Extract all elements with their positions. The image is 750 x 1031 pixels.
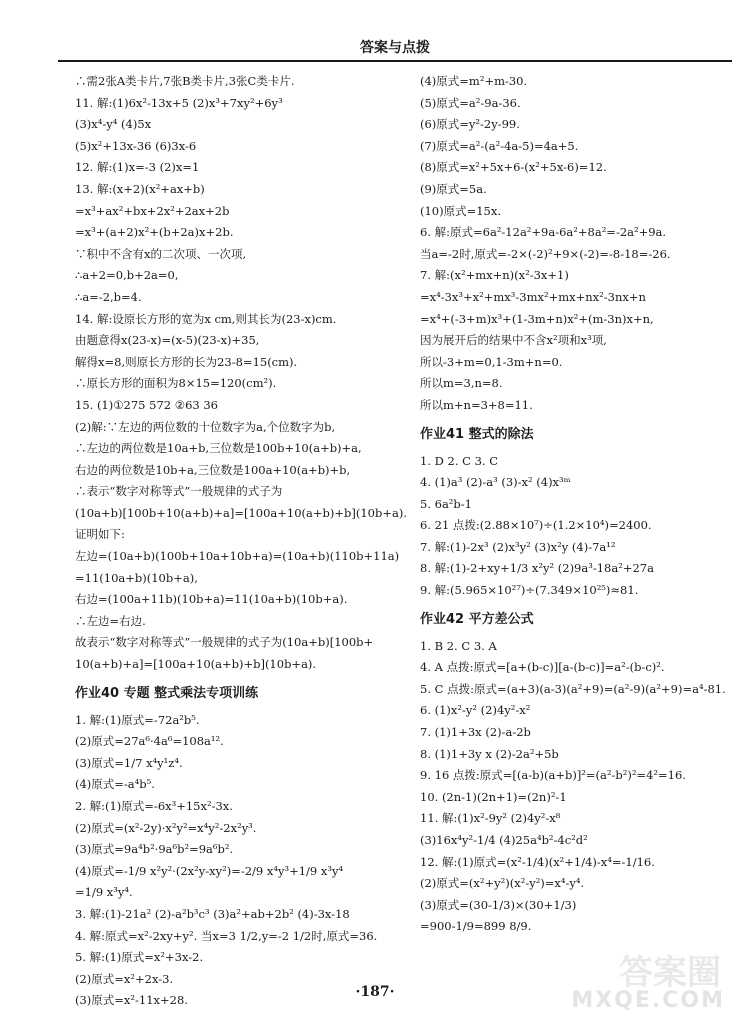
answer-line: 5. 6a²b-1 [420, 496, 472, 511]
answer-line: 6. (1)x²-y² (2)4y²-x² [420, 703, 531, 718]
answer-line: 因为展开后的结果中不含x²项和x³项, [420, 333, 607, 348]
header-title: 答案与点拨 [360, 40, 430, 56]
answer-line: (4)原式=m²+m-30. [420, 74, 528, 88]
answer-line: ∵积中不含有x的二次项、一次项, [75, 246, 247, 261]
answer-line: (3)16x⁴y²-1/4 (4)25a⁴b²-4c²d² [420, 833, 588, 847]
answer-line: 1. B 2. C 3. A [420, 638, 497, 653]
answer-line: 故表示“数字对称等式”一般规律的式子为(10a+b)[100b+ [75, 635, 374, 650]
answer-line: =x⁴+(-3+m)x³+(1-3m+n)x²+(m-3n)x+n, [420, 311, 654, 326]
answer-line: 10(a+b)+a]=[100a+10(a+b)+b](10b+a). [75, 657, 317, 672]
left-column [75, 72, 410, 1013]
answer-line: 解得x=8,则原长方形的长为23-8=15(cm). [75, 354, 298, 369]
answer-line: (4)原式=-a⁴b⁵. [75, 777, 155, 792]
answer-line: (9)原式=5a. [420, 181, 487, 196]
answer-line: (5)原式=a²-9a-36. [420, 95, 521, 110]
answer-line: 左边=(10a+b)(100b+10a+10b+a)=(10a+b)(110b+11a) [75, 549, 400, 564]
answer-line: 5. C 点拨:原式=(a+3)(a-3)(a²+9)=(a²-9)(a²+9)=a⁴-81. [420, 681, 726, 696]
watermark-logo [570, 945, 725, 1013]
answer-line: 9. 16 点拨:原式=[(a-b)(a+b)]²=(a²-b²)²=4²=16. [420, 768, 686, 783]
answer-line: 8. 解:(1)-2+xy+1/3 x²y² (2)9a³-18a²+27a [420, 561, 654, 576]
answer-line: (3)原式=1/7 x⁴y¹z⁴. [75, 755, 183, 770]
answer-line: ∴a=-2,b=4. [75, 289, 142, 304]
answer-line: (8)原式=x²+5x+6-(x²+5x-6)=12. [420, 160, 607, 175]
answer-line: =1/9 x³y⁴. [75, 885, 133, 900]
section-heading-41: 作业41 整式的除法 [420, 426, 534, 442]
watermark-text: MXQE.COM [571, 988, 725, 1013]
answer-line: =x³+(a+2)x²+(b+2a)x+2b. [75, 225, 234, 240]
answer-line: =x³+ax²+bx+2x²+2ax+2b [75, 203, 230, 218]
answer-line: ∴a+2=0,b+2a=0, [75, 268, 179, 283]
section-heading-42: 作业42 平方差公式 [420, 611, 534, 627]
answer-line: (3)x⁴-y⁴ (4)5x [75, 117, 152, 132]
right-column [420, 72, 732, 939]
answer-line: (3)原式=(30-1/3)×(30+1/3) [420, 897, 577, 912]
answer-line: 7. 解:(x²+mx+n)(x²-3x+1) [420, 268, 569, 283]
answer-line: 12. 解:(1)x=-3 (2)x=1 [75, 160, 200, 175]
answer-line: (10a+b)[100b+10(a+b)+a]=[100a+10(a+b)+b](10b+a). [75, 505, 407, 520]
answer-line: 9. 解:(5.965×10²⁷)÷(7.349×10²⁵)≈81. [420, 583, 639, 598]
answer-line: 右边的两位数是10b+a,三位数是100a+10(a+b)+b, [75, 462, 351, 477]
answer-line: 3. 解:(1)-21a² (2)-a²b³c³ (3)a²+ab+2b² (4)-3x-18 [75, 906, 350, 921]
answer-line: ∴表示“数字对称等式”一般规律的式子为 [75, 484, 283, 499]
answer-line: 7. (1)1+3x (2)-a-2b [420, 725, 531, 740]
answer-line: 8. (1)1+3y x (2)-2a²+5b [420, 746, 559, 761]
answer-line: 12. 解:(1)原式=(x²-1/4)(x²+1/4)-x⁴=-1/16. [420, 854, 655, 869]
answer-line: =900-1/9=899 8/9. [420, 919, 532, 934]
answer-line: 6. 解:原式=6a²-12a²+9a-6a²+8a²=-2a²+9a. [420, 225, 667, 240]
answer-line: (6)原式=y²-2y-99. [420, 117, 520, 132]
answer-line: ∴需2张A类卡片,7张B类卡片,3张C类卡片. [75, 74, 295, 88]
answer-line: 11. 解:(1)6x²-13x+5 (2)x³+7xy²+6y³ [75, 95, 283, 110]
answer-line: 14. 解:设原长方形的宽为x cm,则其长为(23-x)cm. [75, 311, 337, 326]
answer-line: (10)原式=15x. [420, 203, 502, 218]
answer-line: (2)原式=(x²+y²)(x²-y²)=x⁴-y⁴. [420, 876, 585, 891]
answer-line: 所以-3+m=0,1-3m+n=0. [420, 354, 563, 369]
answer-line: 当a=-2时,原式=-2×(-2)²+9×(-2)=-8-18=-26. [420, 246, 671, 261]
running-header [58, 34, 732, 62]
answer-line: 1. D 2. C 3. C [420, 453, 499, 468]
answer-line: 1. 解:(1)原式=-72a²b⁵. [75, 712, 200, 727]
answer-line: 由题意得x(23-x)=(x-5)(23-x)+35, [75, 333, 260, 348]
answer-line: ∴原长方形的面积为8×15=120(cm²). [75, 376, 277, 391]
answer-line: 2. 解:(1)原式=-6x³+15x²-3x. [75, 799, 233, 813]
answer-line: 6. 21 点拨:(2.88×10⁷)÷(1.2×10⁴)=2400. [420, 518, 652, 533]
answer-line: 7. 解:(1)-2x³ (2)x³y² (3)x²y (4)-7a¹² [420, 539, 616, 554]
answer-line: (4)原式=-1/9 x²y²·(2x²y-xy²)=-2/9 x⁴y³+1/9 x³y⁴ [75, 863, 344, 878]
answer-line: (7)原式=a²-(a²-4a-5)=4a+5. [420, 138, 579, 153]
answer-line: 15. (1)①275 572 ②63 36 [75, 397, 218, 412]
answer-line: =11(10a+b)(10b+a), [75, 570, 198, 585]
answer-line: (5)x²+13x-36 (6)3x-6 [75, 138, 197, 153]
answer-line: (2)解:∵左边的两位数的十位数字为a,个位数字为b, [75, 419, 336, 434]
answer-line: 11. 解:(1)x²-9y² (2)4y²-x⁸ [420, 811, 561, 826]
answer-line: 4. 解:原式=x²-2xy+y². 当x=3 1/2,y=-2 1/2时,原式=36. [75, 928, 378, 943]
watermark-top: 答案圈 [619, 953, 721, 993]
answer-line: ∴左边的两位数是10a+b,三位数是100b+10(a+b)+a, [75, 441, 362, 456]
answer-line: 4. (1)a³ (2)-a³ (3)-x² (4)x³ᵐ [420, 475, 571, 490]
answer-line: 右边=(100a+11b)(10b+a)=11(10a+b)(10b+a). [75, 592, 348, 607]
answer-line: 5. 解:(1)原式=x²+3x-2. [75, 950, 204, 965]
answer-line: (2)原式=x²+2x-3. [75, 971, 174, 986]
answer-line: 4. A 点拨:原式=[a+(b-c)][a-(b-c)]=a²-(b-c)². [420, 660, 665, 675]
page-number: ·187· [355, 984, 395, 1000]
section-heading-40: 作业40 专题 整式乘法专项训练 [75, 685, 259, 701]
answer-line: 所以m=3,n=8. [420, 376, 503, 391]
answer-line: 10. (2n-1)(2n+1)=(2n)²-1 [420, 789, 567, 804]
answer-line: (3)原式=9a⁴b²·9a⁶b²=9a⁶b². [75, 842, 234, 857]
answer-line: 所以m+n=3+8=11. [420, 397, 533, 412]
answer-line: (2)原式=(x²-2y)·x²y²=x⁴y²-2x²y³. [75, 820, 257, 835]
answer-line: (2)原式=27a⁶·4a⁶=108a¹². [75, 734, 224, 749]
answer-line: 13. 解:(x+2)(x²+ax+b) [75, 181, 205, 196]
answer-line: =x⁴-3x³+x²+mx³-3mx²+mx+nx²-3nx+n [420, 289, 646, 304]
answer-line: (3)原式=x²-11x+28. [75, 993, 188, 1008]
answer-line: 证明如下: [75, 527, 125, 542]
answer-line: ∴左边=右边. [75, 613, 146, 628]
